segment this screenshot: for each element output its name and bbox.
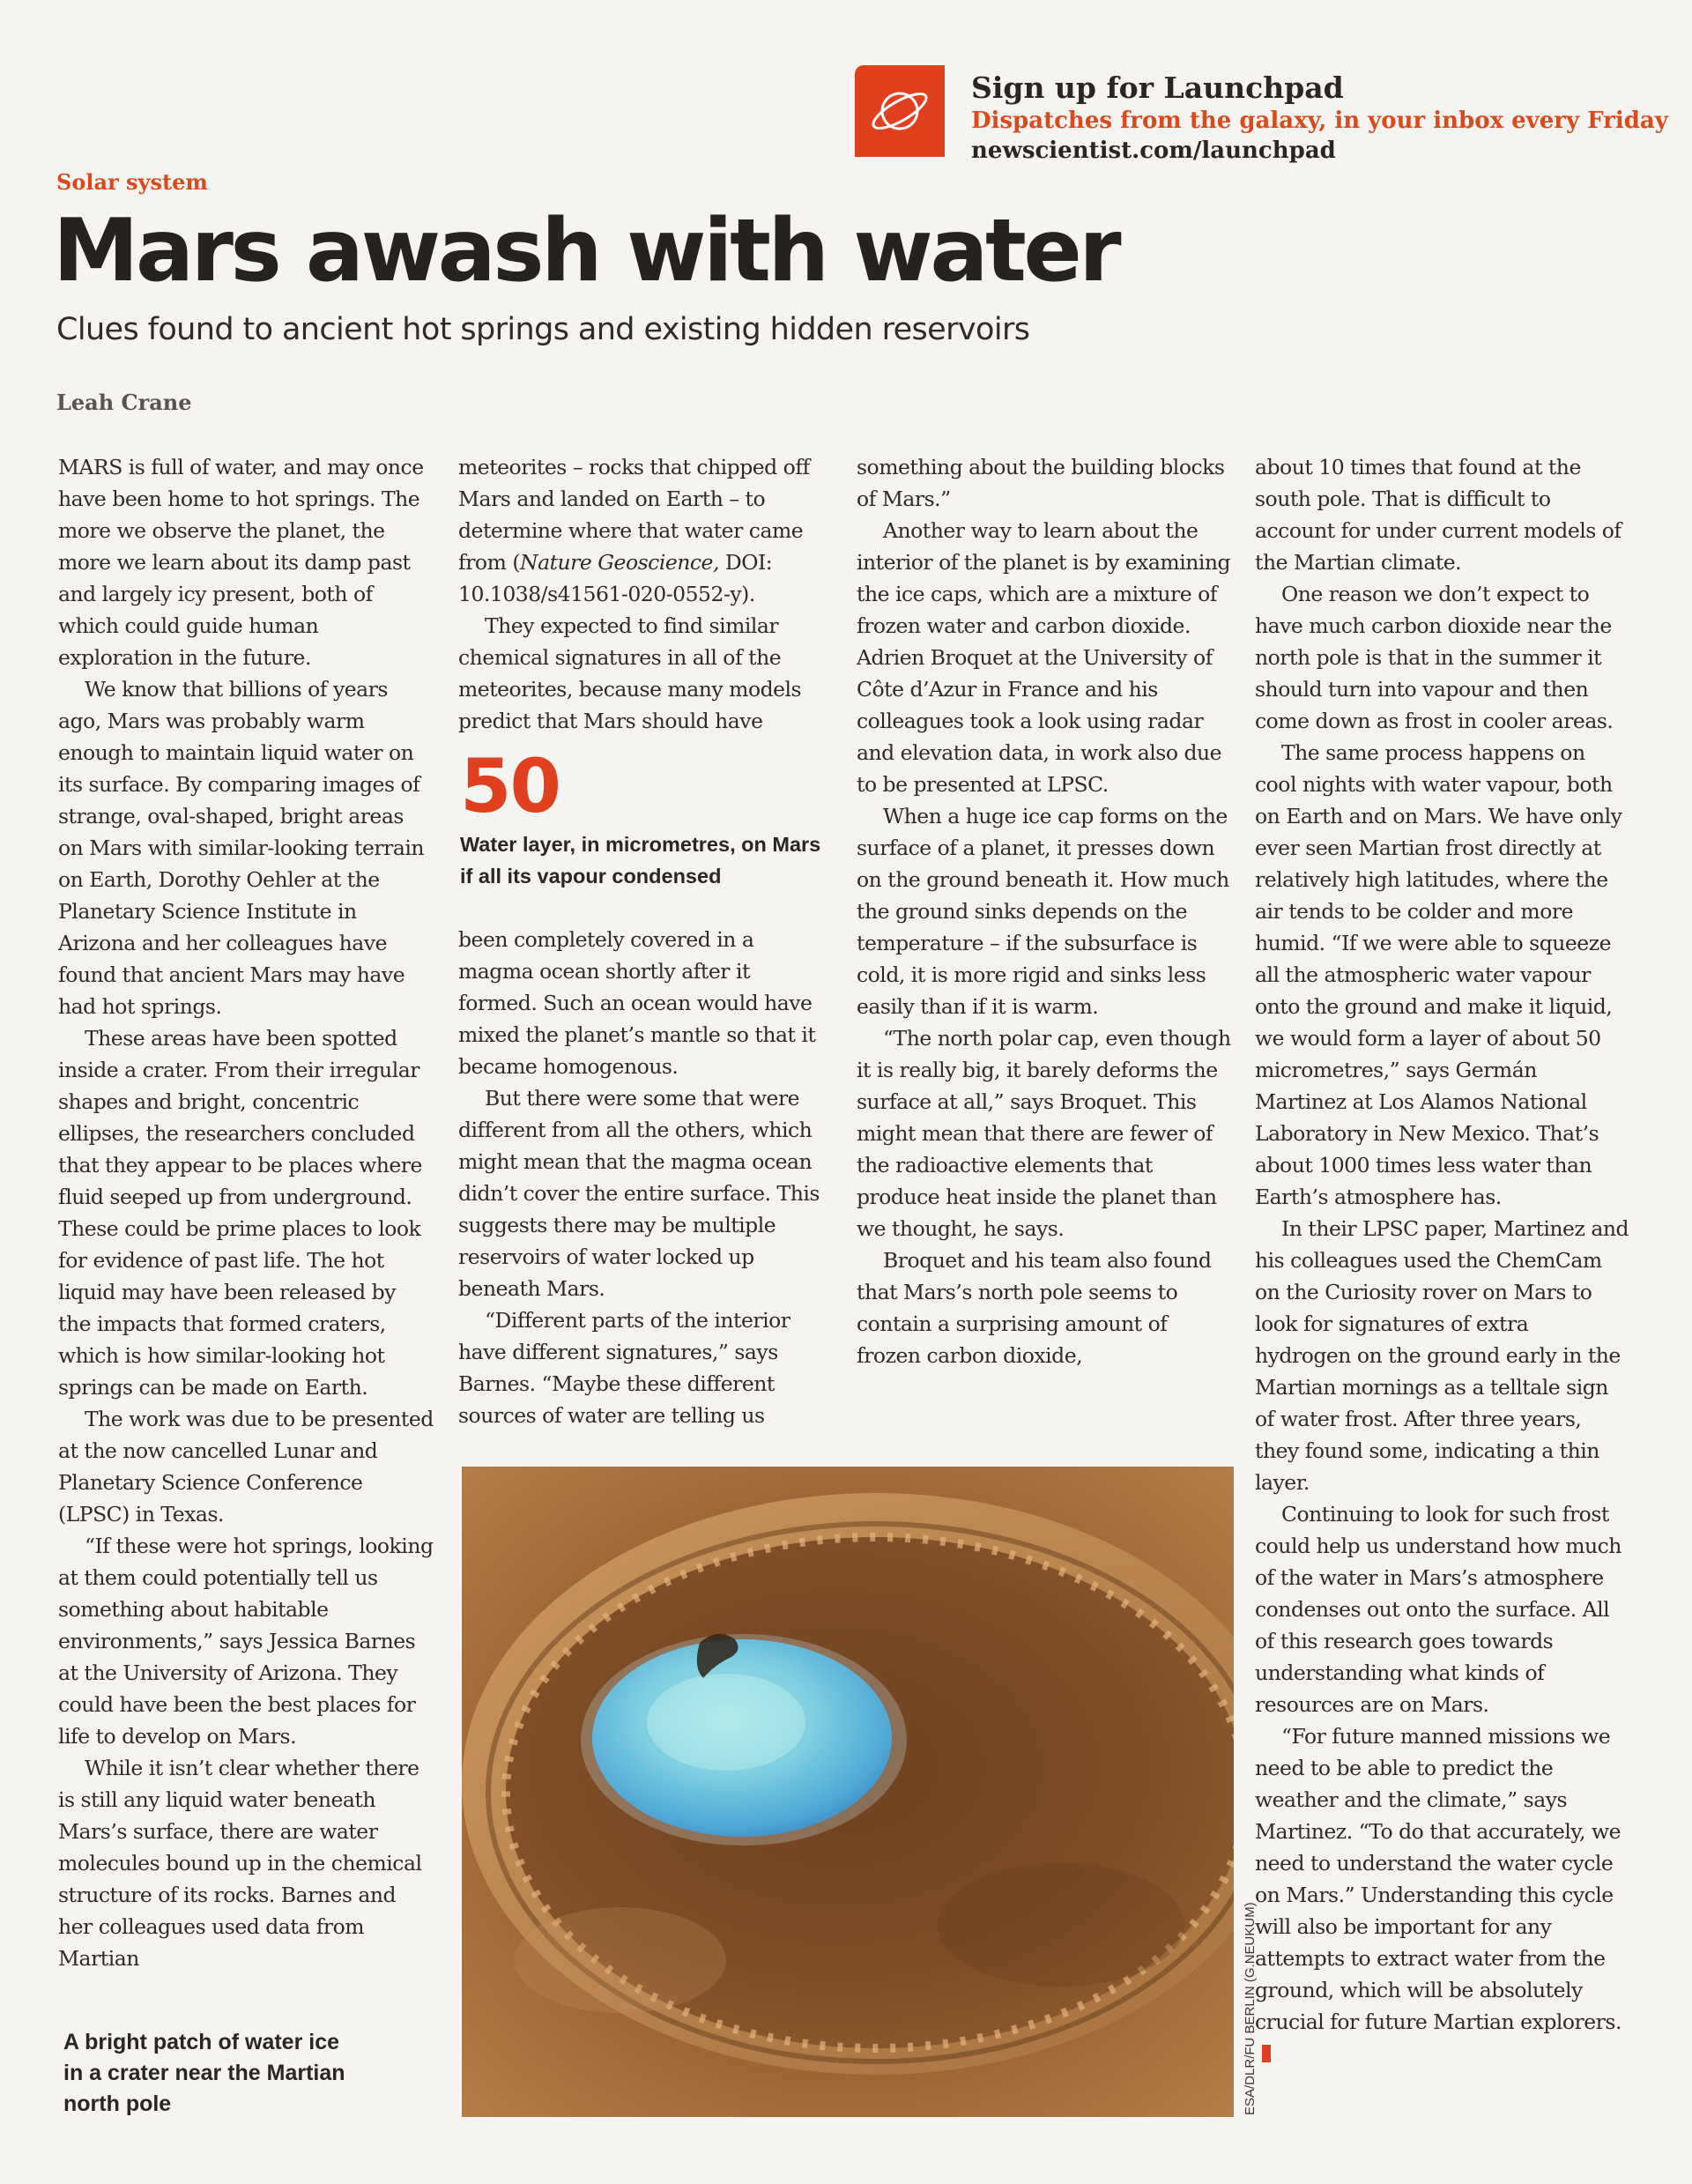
paragraph-citation — [458, 451, 834, 610]
article-column-2-bottom — [458, 924, 834, 1431]
paragraph: They expected to find similar chemical signatures in all of the meteorites, because many models predict that Mars should have — [458, 613, 802, 733]
paragraph-final-text: “For future manned missions we need to be able to predict the weather and the climate,” says Martinez. “To do that accurately, we need to understand the water cycle on Mars.” Understanding this cycle will also be important for any attempts to extract water from the ground, which will be absolutely crucial for future Martian explorers. — [1255, 1724, 1622, 2034]
paragraph-final — [1255, 1720, 1630, 2069]
paragraph: Broquet and his team also found that Mars’s north pole seems to contain a surprising amount of frozen carbon dioxide, — [857, 1248, 1212, 1368]
doi: DOI: 10.1038/s41561-020-0552-y). — [458, 550, 773, 606]
stat-label: Water layer, in micrometres, on Mars if all its vapour condensed — [460, 833, 821, 888]
paragraph: When a huge ice cap forms on the surface of a planet, it presses down on the ground beneath it. How much the ground sinks depends on the temperature – if the subsurface is cold, it is more rigid and sinks less easily than if it is warm. — [857, 804, 1229, 1019]
paragraph: The same process happens on cool nights with water vapour, both on Earth and on Mars. We have only ever seen Martian frost directly at relatively high latitudes, where the air tends to be colder and more humid. “If we were able to squeeze all the atmospheric water vapour onto the ground and make it liquid, we would form a layer of about 50 micrometres,” says Germán Martinez at Los Alamos National Laboratory in New Mexico. That’s about 1000 times less water than Earth’s atmosphere has. — [1255, 740, 1622, 1209]
photo-credit: ESA/DLR/FU BERLIN (G.NEUKUM) — [1243, 1902, 1258, 2115]
crater-photo — [462, 1467, 1234, 2117]
paragraph: The work was due to be presented at the now cancelled Lunar and Planetary Science Conference (LPSC) in Texas. — [58, 1407, 434, 1527]
article-column-1 — [58, 451, 434, 1974]
article-column-4 — [1255, 451, 1630, 2069]
byline: Leah Crane — [56, 390, 192, 415]
paragraph: But there were some that were different from all the others, which might mean that the magma ocean didn’t cover the entire surface. This suggests there may be multiple reservoirs of water locked up beneath Mars. — [458, 1086, 820, 1301]
journal-name: Nature Geoscience, — [520, 550, 719, 575]
paragraph: “If these were hot springs, looking at them could potentially tell us something about habitable environments,” says Jessica Barnes at the University of Arizona. They could have been the best places for life to develop on Mars. — [58, 1534, 434, 1749]
crater-illustration — [462, 1467, 1234, 2117]
promo-link[interactable]: newscientist.com/launchpad — [971, 137, 1336, 164]
paragraph: In their LPSC paper, Martinez and his colleagues used the ChemCam on the Curiosity rover on Mars to look for signatures of extra hydrogen on the ground early in the Martian mornings as a telltale sign of water frost. After three years, they found some, indicating a thin layer. — [1255, 1216, 1629, 1495]
paragraph: We know that billions of years ago, Mars was probably warm enough to maintain liquid water on its surface. By comparing images of strange, oval-shaped, bright areas on Mars with similar-looking terrain on Earth, Dorothy Oehler at the Planetary Science Institute in Arizona and her colleagues have found that ancient Mars may have had hot springs. — [58, 677, 425, 1019]
paragraph: MARS is full of water, and may once have been home to hot springs. The more we observe the planet, the more we learn about its damp past and largely icy present, both of which could guide human exploration in the future. — [58, 455, 424, 670]
paragraph: Continuing to look for such frost could help us understand how much of the water in Mars’s atmosphere condenses out onto the surface. All of this research goes towards understanding what kinds of resources are on Mars. — [1255, 1502, 1622, 1717]
end-mark-icon — [1262, 2045, 1271, 2062]
section-label: Solar system — [56, 169, 208, 195]
paragraph: Another way to learn about the interior of the planet is by examining the ice caps, which are a mixture of frozen water and carbon dioxide. Adrien Broquet at the University of Côte d’Azur in France and his colleagues took a look using radar and elevation data, in work also due to be presented at LPSC. — [857, 518, 1231, 797]
article-column-3 — [857, 451, 1232, 1371]
stat-number: 50 — [460, 743, 560, 829]
article-column-2-top — [458, 451, 834, 737]
paragraph: been completely covered in a magma ocean shortly after it formed. Such an ocean would have mixed the planet’s mantle so that it became homogenous. — [458, 927, 816, 1079]
promo-subtitle: Dispatches from the galaxy, in your inbox every Friday — [971, 108, 1668, 134]
paragraph: “Different parts of the interior have different signatures,” says Barnes. “Maybe these different sources of water are telling us — [458, 1308, 790, 1428]
paragraph: These areas have been spotted inside a crater. From their irregular shapes and bright, concentric ellipses, the researchers concluded that they appear to be places where fluid seeped up from underground. These could be prime places to look for evidence of past life. The hot liquid may have been released by the impacts that formed craters, which is how similar-looking hot springs can be made on Earth. — [58, 1026, 422, 1400]
planet-icon — [855, 65, 945, 157]
photo-caption: A bright patch of water ice in a crater near the Martian north pole — [63, 2030, 345, 2116]
paragraph: about 10 times that found at the south pole. That is difficult to account for under current models of the Martian climate. — [1255, 455, 1622, 575]
headline: Mars awash with water — [53, 201, 1119, 301]
launchpad-promo[interactable] — [855, 65, 1668, 164]
standfirst: Clues found to ancient hot springs and existing hidden reservoirs — [56, 312, 1030, 347]
paragraph: something about the building blocks of Mars.” — [857, 455, 1225, 511]
promo-title: Sign up for Launchpad — [971, 71, 1344, 105]
stat-callout — [460, 743, 839, 892]
paragraph: One reason we don’t expect to have much carbon dioxide near the north pole is that in the summer it should turn into vapour and then come down as frost in cooler areas. — [1255, 582, 1614, 733]
paragraph: “The north polar cap, even though it is really big, it barely deforms the surface at all,” says Broquet. This might mean that there are fewer of the radioactive elements that produce heat inside the planet than we thought, he says. — [857, 1026, 1231, 1241]
citation-lead: meteorites – rocks that chipped off Mars and landed on Earth – to determine where that water came from ( — [458, 455, 810, 575]
paragraph: While it isn’t clear whether there is still any liquid water beneath Mars’s surface, there are water molecules bound up in the chemical structure of its rocks. Barnes and her colleagues used data from Martian — [58, 1756, 422, 1971]
